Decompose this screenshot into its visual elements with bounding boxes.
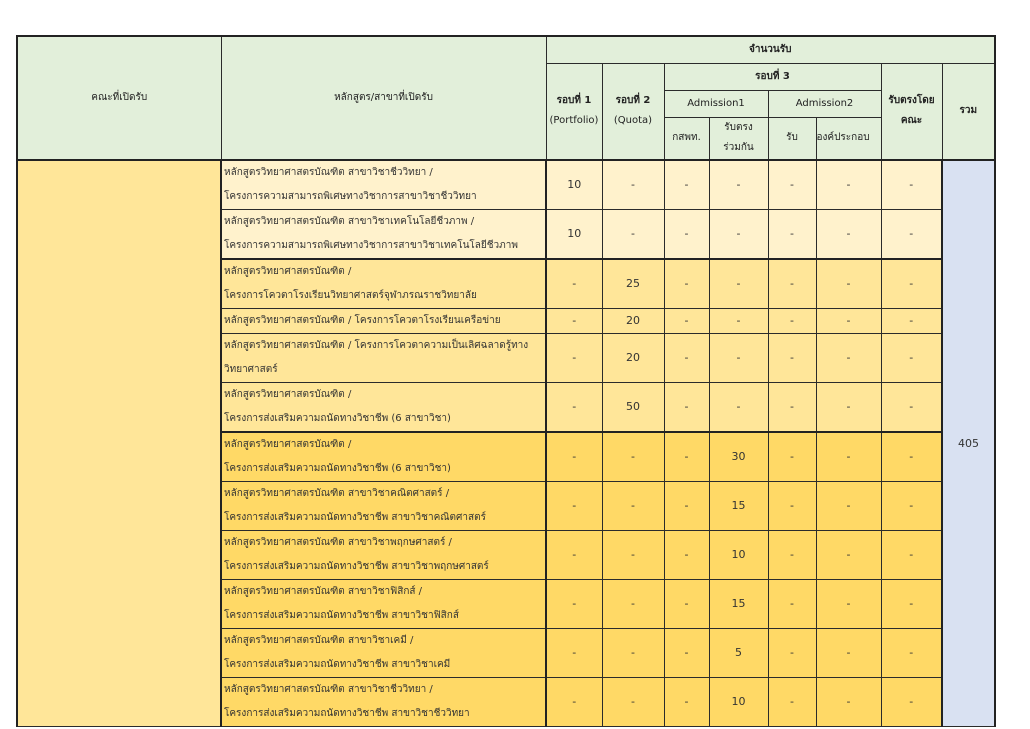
program-cell <box>221 432 546 482</box>
program-cell <box>221 333 546 382</box>
program-line1: หลักสูตรวิทยาศาสตรบัณฑิต สาขาวิชาฟิสิกส์ / <box>224 585 423 597</box>
value-cell-direct: - <box>881 308 942 333</box>
value-cell-kospt: - <box>664 677 709 726</box>
program-line2: โครงการความสามารถพิเศษทางวิชาการสาขาวิชาเทคโนโลยีชีวภาพ <box>224 239 518 251</box>
header-program: หลักสูตร/สาขาที่เปิดรับ <box>221 36 546 160</box>
program-cell <box>221 209 546 259</box>
header-round2-sub: (Quota) <box>613 115 653 127</box>
header-round2 <box>602 64 664 160</box>
header-receive: รับ <box>768 118 816 160</box>
value-cell-direct: - <box>881 160 942 210</box>
value-cell-composite: - <box>816 333 881 382</box>
value-cell-r2: - <box>602 209 664 259</box>
value-cell-direct: - <box>881 259 942 309</box>
header-joint <box>709 118 768 160</box>
value-cell-composite: - <box>816 259 881 309</box>
header-round1-sub: (Portfolio) <box>549 115 599 127</box>
value-cell-r1: - <box>546 628 602 677</box>
value-cell-joint: - <box>709 160 768 210</box>
program-line2: วิทยาศาสตร์ <box>224 363 278 375</box>
program-line1: หลักสูตรวิทยาศาสตรบัณฑิต สาขาวิชาเคมี / <box>224 634 414 646</box>
value-cell-direct: - <box>881 382 942 432</box>
value-cell-joint: 15 <box>709 481 768 530</box>
value-cell-r2: 20 <box>602 308 664 333</box>
program-cell <box>221 160 546 210</box>
value-cell-composite: - <box>816 579 881 628</box>
table-row <box>17 160 995 210</box>
program-cell <box>221 382 546 432</box>
value-cell-kospt: - <box>664 481 709 530</box>
program-line1: หลักสูตรวิทยาศาสตรบัณฑิต / <box>224 388 352 400</box>
value-cell-composite: - <box>816 160 881 210</box>
value-cell-joint: 10 <box>709 530 768 579</box>
value-cell-r2: - <box>602 579 664 628</box>
value-cell-r1: - <box>546 677 602 726</box>
value-cell-r2: - <box>602 677 664 726</box>
program-line2: โครงการส่งเสริมความถนัดทางวิชาชีพ สาขาวิชาฟิสิกส์ <box>224 609 459 621</box>
value-cell-r1: - <box>546 333 602 382</box>
value-cell-receive: - <box>768 530 816 579</box>
header-direct <box>881 64 942 160</box>
value-cell-r1: - <box>546 481 602 530</box>
value-cell-joint: - <box>709 308 768 333</box>
value-cell-composite: - <box>816 677 881 726</box>
value-cell-r1: 10 <box>546 209 602 259</box>
program-cell <box>221 628 546 677</box>
value-cell-composite: - <box>816 628 881 677</box>
value-cell-joint: 30 <box>709 432 768 482</box>
value-cell-r2: 20 <box>602 333 664 382</box>
program-cell <box>221 481 546 530</box>
program-line1: หลักสูตรวิทยาศาสตรบัณฑิต / <box>224 438 352 450</box>
program-line2: โครงการส่งเสริมความถนัดทางวิชาชีพ สาขาวิชาชีววิทยา <box>224 707 470 719</box>
header-direct-line1: รับตรงโดย <box>888 95 935 107</box>
header-round1-label: รอบที่ 1 <box>556 95 592 107</box>
value-cell-receive: - <box>768 308 816 333</box>
header-direct-line2: คณะ <box>900 115 923 127</box>
value-cell-receive: - <box>768 432 816 482</box>
value-cell-direct: - <box>881 333 942 382</box>
program-line1: หลักสูตรวิทยาศาสตรบัณฑิต / <box>224 265 352 277</box>
header-admission2: Admission2 <box>768 91 881 118</box>
value-cell-r1: - <box>546 579 602 628</box>
value-cell-joint: 15 <box>709 579 768 628</box>
program-line1: หลักสูตรวิทยาศาสตรบัณฑิต สาขาวิชาชีววิทยา / <box>224 683 433 695</box>
value-cell-r2: - <box>602 160 664 210</box>
header-total: รวม <box>942 64 995 160</box>
program-line1: หลักสูตรวิทยาศาสตรบัณฑิต สาขาวิชาพฤกษศาสตร์ / <box>224 536 452 548</box>
value-cell-composite: - <box>816 432 881 482</box>
value-cell-direct: - <box>881 481 942 530</box>
value-cell-r2: - <box>602 481 664 530</box>
value-cell-direct: - <box>881 677 942 726</box>
header-kospt: กสพท. <box>664 118 709 160</box>
value-cell-kospt: - <box>664 308 709 333</box>
value-cell-composite: - <box>816 308 881 333</box>
program-line1: หลักสูตรวิทยาศาสตรบัณฑิต / โครงการโควตาโรงเรียนเครือข่าย <box>224 314 501 326</box>
header-quota-total: จำนวนรับ <box>546 36 995 64</box>
total-cell: 405 <box>942 160 995 727</box>
program-line1: หลักสูตรวิทยาศาสตรบัณฑิต สาขาวิชาเทคโนโลยีชีวภาพ / <box>224 215 475 227</box>
value-cell-r1: - <box>546 530 602 579</box>
value-cell-kospt: - <box>664 382 709 432</box>
header-round3: รอบที่ 3 <box>664 64 881 91</box>
header-round1 <box>546 64 602 160</box>
header-faculty: คณะที่เปิดรับ <box>17 36 221 160</box>
value-cell-joint: - <box>709 382 768 432</box>
program-line2: โครงการส่งเสริมความถนัดทางวิชาชีพ สาขาวิชาคณิตศาสตร์ <box>224 511 486 523</box>
value-cell-direct: - <box>881 209 942 259</box>
value-cell-joint: 10 <box>709 677 768 726</box>
program-line2: โครงการส่งเสริมความถนัดทางวิชาชีพ สาขาวิชาเคมี <box>224 658 451 670</box>
header-joint-line1: รับตรง <box>724 122 753 134</box>
program-cell <box>221 259 546 309</box>
value-cell-joint: 5 <box>709 628 768 677</box>
value-cell-kospt: - <box>664 530 709 579</box>
value-cell-receive: - <box>768 677 816 726</box>
value-cell-receive: - <box>768 628 816 677</box>
value-cell-kospt: - <box>664 209 709 259</box>
value-cell-r1: - <box>546 382 602 432</box>
value-cell-r1: - <box>546 308 602 333</box>
program-line2: โครงการส่งเสริมความถนัดทางวิชาชีพ (6 สาขาวิชา) <box>224 412 451 424</box>
value-cell-r2: 25 <box>602 259 664 309</box>
value-cell-direct: - <box>881 530 942 579</box>
value-cell-r2: - <box>602 530 664 579</box>
program-line1: หลักสูตรวิทยาศาสตรบัณฑิต / โครงการโควตาความเป็นเลิศฉลาดรู้ทาง <box>224 339 529 351</box>
program-line2: โครงการส่งเสริมความถนัดทางวิชาชีพ (6 สาขาวิชา) <box>224 462 451 474</box>
header-round2-label: รอบที่ 2 <box>615 95 651 107</box>
value-cell-r1: 10 <box>546 160 602 210</box>
header-composite: องค์ประกอบ <box>816 118 881 160</box>
program-cell <box>221 677 546 726</box>
value-cell-receive: - <box>768 333 816 382</box>
program-cell <box>221 530 546 579</box>
value-cell-joint: - <box>709 209 768 259</box>
value-cell-kospt: - <box>664 160 709 210</box>
value-cell-receive: - <box>768 579 816 628</box>
faculty-cell <box>17 160 221 727</box>
value-cell-joint: - <box>709 333 768 382</box>
value-cell-direct: - <box>881 579 942 628</box>
value-cell-kospt: - <box>664 259 709 309</box>
header-joint-line2: ร่วมกัน <box>723 142 754 154</box>
value-cell-r2: 50 <box>602 382 664 432</box>
value-cell-kospt: - <box>664 432 709 482</box>
header-admission1: Admission1 <box>664 91 768 118</box>
program-line1: หลักสูตรวิทยาศาสตรบัณฑิต สาขาวิชาคณิตศาสตร์ / <box>224 487 450 499</box>
value-cell-r1: - <box>546 432 602 482</box>
program-line2: โครงการส่งเสริมความถนัดทางวิชาชีพ สาขาวิชาพฤกษศาสตร์ <box>224 560 489 572</box>
admission-quota-table <box>16 35 996 727</box>
value-cell-receive: - <box>768 209 816 259</box>
value-cell-r2: - <box>602 628 664 677</box>
program-line1: หลักสูตรวิทยาศาสตรบัณฑิต สาขาวิชาชีววิทยา / <box>224 166 433 178</box>
program-line2: โครงการความสามารถพิเศษทางวิชาการสาขาวิชาชีววิทยา <box>224 190 477 202</box>
value-cell-receive: - <box>768 382 816 432</box>
value-cell-composite: - <box>816 382 881 432</box>
value-cell-receive: - <box>768 160 816 210</box>
value-cell-receive: - <box>768 481 816 530</box>
value-cell-composite: - <box>816 209 881 259</box>
value-cell-kospt: - <box>664 579 709 628</box>
value-cell-direct: - <box>881 628 942 677</box>
value-cell-receive: - <box>768 259 816 309</box>
program-cell <box>221 308 546 333</box>
value-cell-r1: - <box>546 259 602 309</box>
value-cell-joint: - <box>709 259 768 309</box>
value-cell-direct: - <box>881 432 942 482</box>
value-cell-kospt: - <box>664 333 709 382</box>
value-cell-composite: - <box>816 481 881 530</box>
program-line2: โครงการโควตาโรงเรียนวิทยาศาสตร์จุฬาภรณราชวิทยาลัย <box>224 289 477 301</box>
value-cell-composite: - <box>816 530 881 579</box>
value-cell-kospt: - <box>664 628 709 677</box>
value-cell-r2: - <box>602 432 664 482</box>
program-cell <box>221 579 546 628</box>
